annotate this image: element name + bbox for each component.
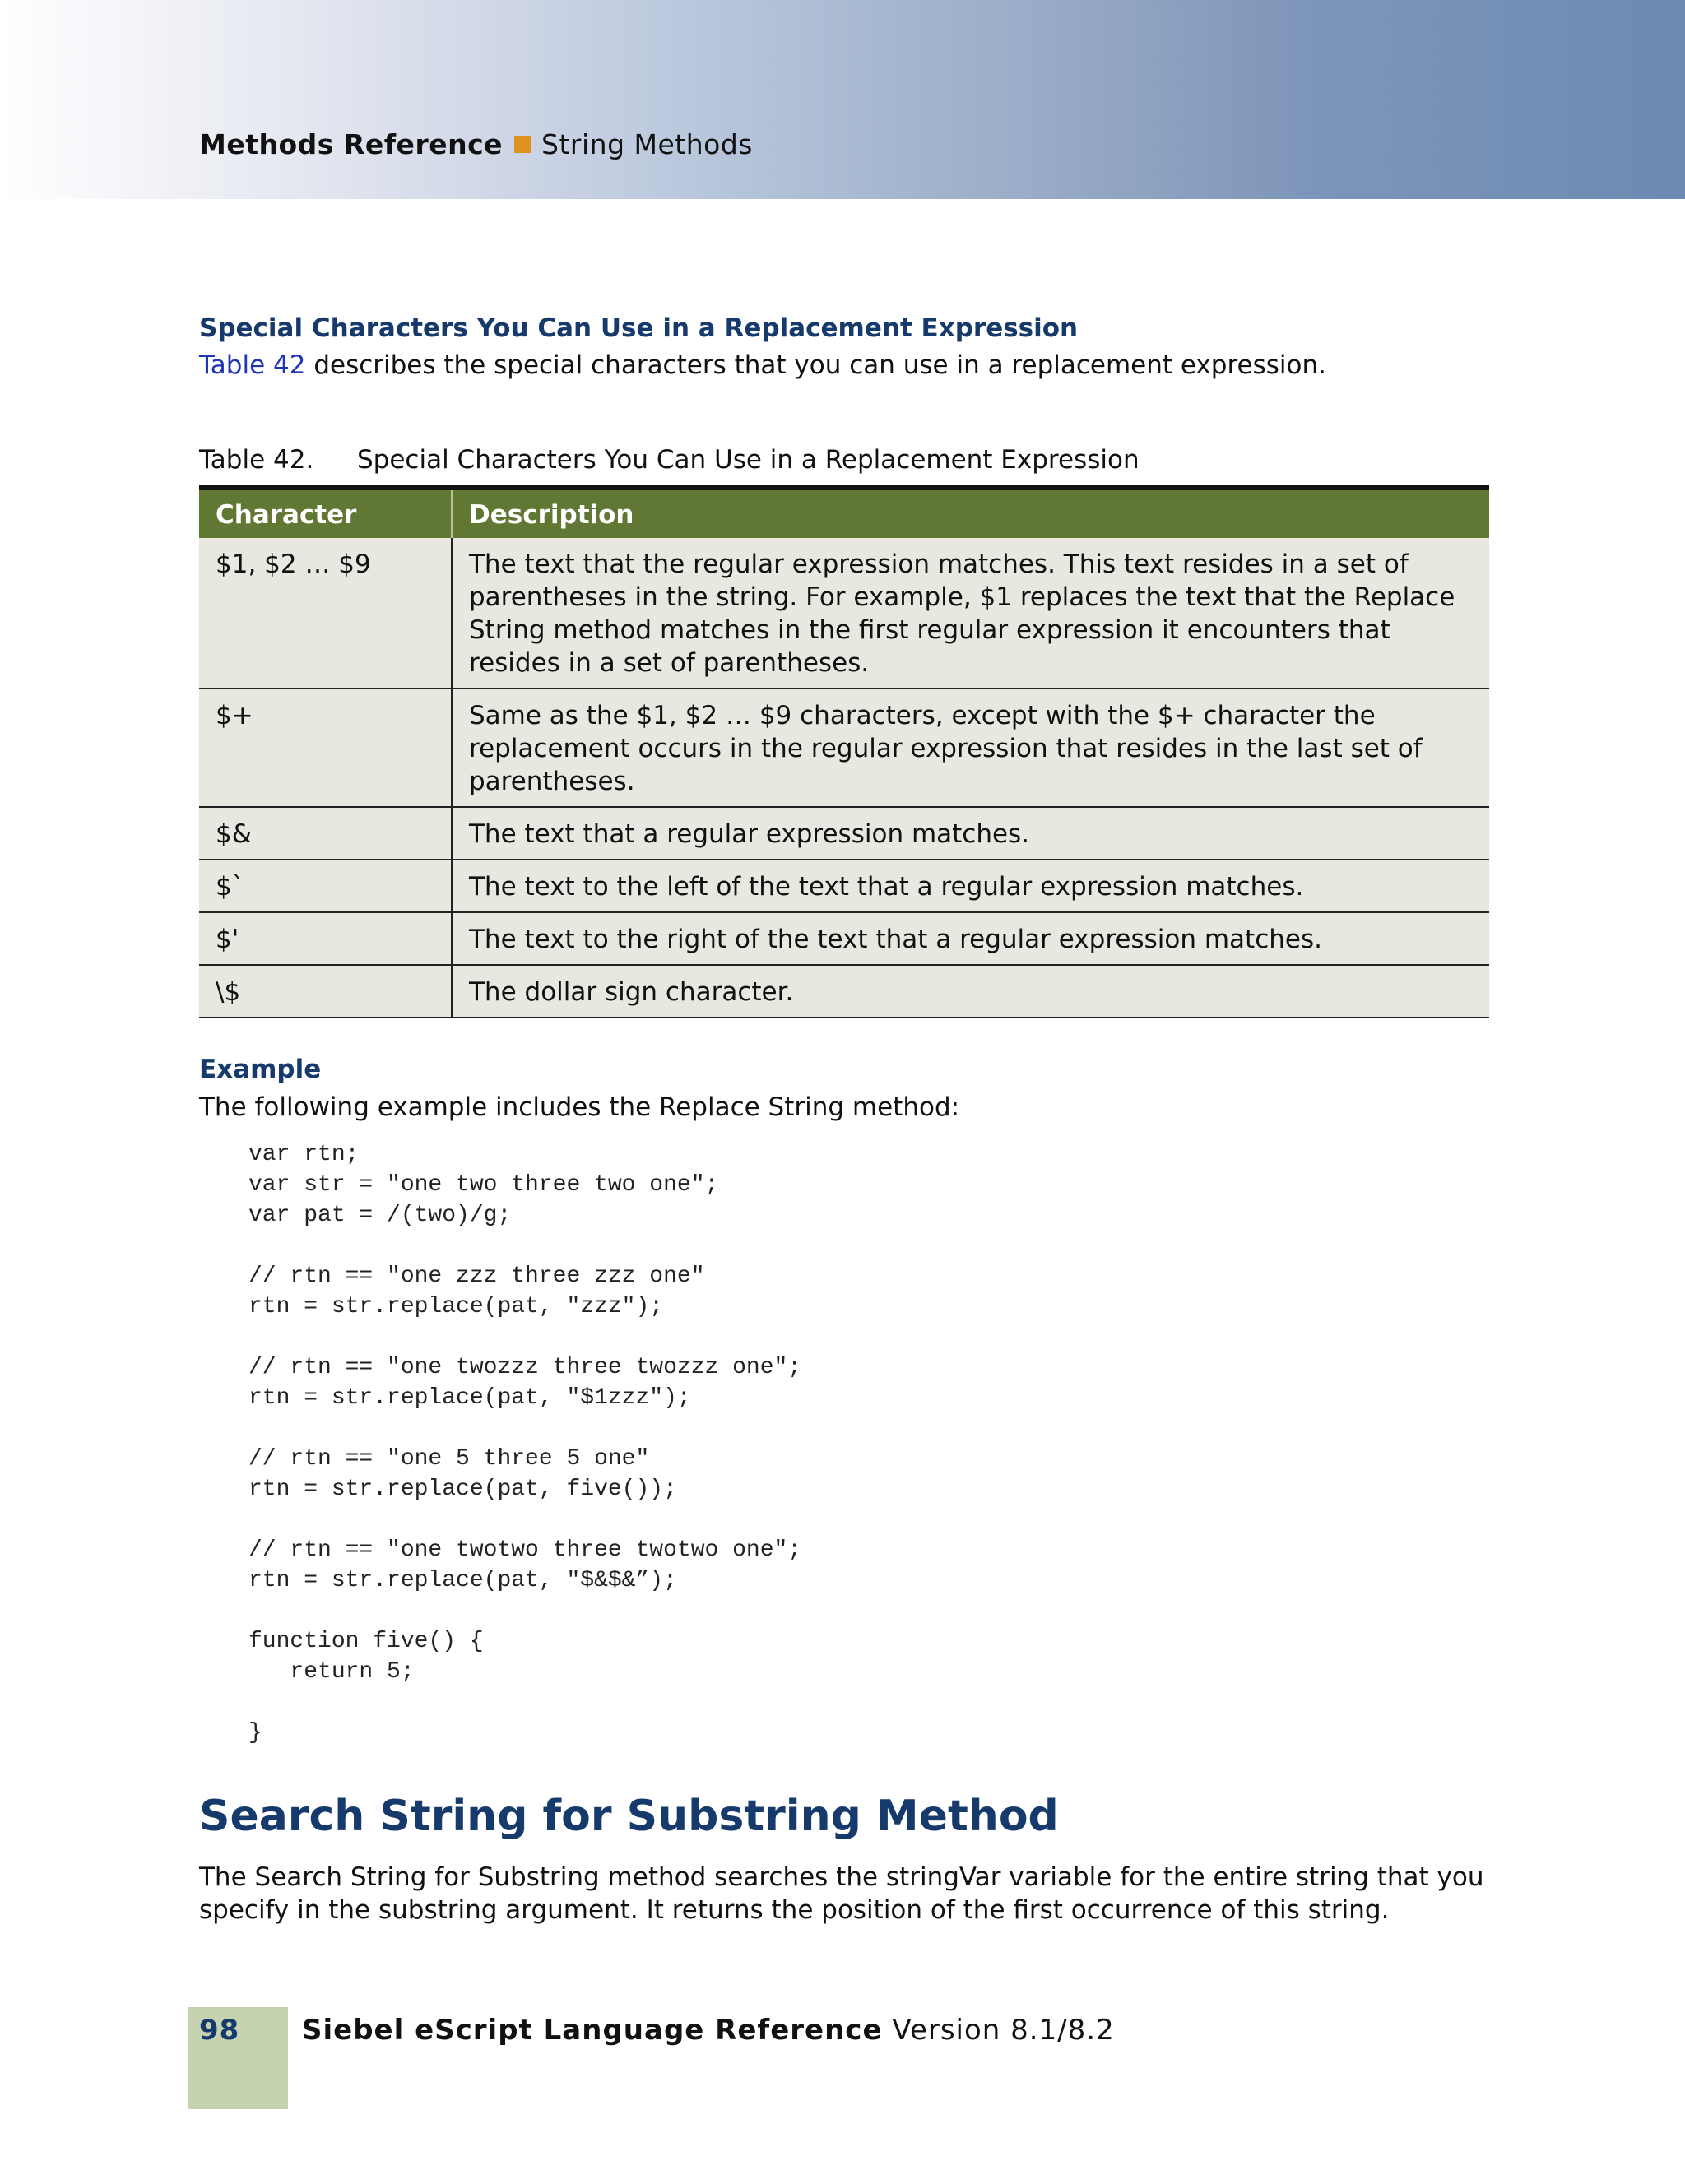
footer-book-title bbox=[302, 2014, 1115, 2047]
description-cell: The text that a regular expression matches. bbox=[452, 807, 1489, 860]
table-row bbox=[199, 860, 1489, 912]
header-band bbox=[0, 0, 1685, 199]
example-heading: Example bbox=[199, 1055, 322, 1084]
description-cell: The text that the regular expression matches. This text resides in a set of parentheses in the string. For example, $1 replaces the text that the Replace String method matches in the first regular expression it encounters that resides in a set of parentheses. bbox=[452, 538, 1489, 689]
description-cell: Same as the $1, $2 … $9 characters, except with the $+ character the replacement occurs in the regular expression that resides in the last set of parentheses. bbox=[452, 689, 1489, 807]
description-cell: The dollar sign character. bbox=[452, 965, 1489, 1018]
special-characters-heading: Special Characters You Can Use in a Replacement Expression bbox=[199, 313, 1079, 343]
example-code-block: var rtn; var str = "one two three two one"; var pat = /(two)/g; // rtn == "one zzz three zzz one" rtn = str.replace(pat, "zzz"); // rtn == "one twozzz three twozzz one"; rtn = str.replace(pat, "$1zzz"); // rtn == "one 5 three 5 one" rtn = str.replace(pat, five()); // rtn == "one twotwo three twotwo one"; rtn = str.replace(pat, "$&$&”); function five() { return 5; } bbox=[248, 1142, 802, 1746]
search-string-section-title: Search String for Substring Method bbox=[199, 1792, 1059, 1841]
table-row bbox=[199, 807, 1489, 860]
character-cell: $' bbox=[199, 912, 452, 965]
column-header-description: Description bbox=[452, 488, 1489, 538]
table-row bbox=[199, 965, 1489, 1018]
special-characters-intro bbox=[199, 349, 1491, 382]
chapter-title: Methods Reference bbox=[199, 128, 504, 160]
table-caption bbox=[199, 445, 1140, 475]
intro-text: describes the special characters that you can use in a replacement expression. bbox=[305, 350, 1326, 380]
separator-square-icon bbox=[514, 136, 531, 153]
running-head bbox=[199, 128, 753, 160]
character-cell: $+ bbox=[199, 689, 452, 807]
character-cell: $` bbox=[199, 860, 452, 912]
book-version: Version 8.1/8.2 bbox=[882, 2014, 1115, 2047]
table-42-link[interactable]: Table 42 bbox=[199, 350, 306, 380]
character-cell: \$ bbox=[199, 965, 452, 1018]
table-row bbox=[199, 689, 1489, 807]
table-caption-number: Table 42. bbox=[199, 445, 314, 475]
search-string-section-body: The Search String for Substring method searches the stringVar variable for the entire string that you specify in the substring argument. It returns the position of the first occurrence of this string. bbox=[199, 1862, 1484, 1925]
description-cell: The text to the left of the text that a regular expression matches. bbox=[452, 860, 1489, 912]
table-caption-title: Special Characters You Can Use in a Replacement Expression bbox=[357, 445, 1140, 475]
table-header-row bbox=[199, 488, 1489, 538]
book-title: Siebel eScript Language Reference bbox=[302, 2014, 883, 2047]
table-row bbox=[199, 912, 1489, 965]
description-cell: The text to the right of the text that a regular expression matches. bbox=[452, 912, 1489, 965]
column-header-character: Character bbox=[199, 488, 452, 538]
character-cell: $& bbox=[199, 807, 452, 860]
page-number: 98 bbox=[199, 2014, 240, 2047]
section-title: String Methods bbox=[541, 128, 753, 160]
special-characters-table bbox=[199, 485, 1489, 1018]
character-cell: $1, $2 … $9 bbox=[199, 538, 452, 689]
table-row bbox=[199, 538, 1489, 689]
example-intro: The following example includes the Replace String method: bbox=[199, 1092, 960, 1122]
